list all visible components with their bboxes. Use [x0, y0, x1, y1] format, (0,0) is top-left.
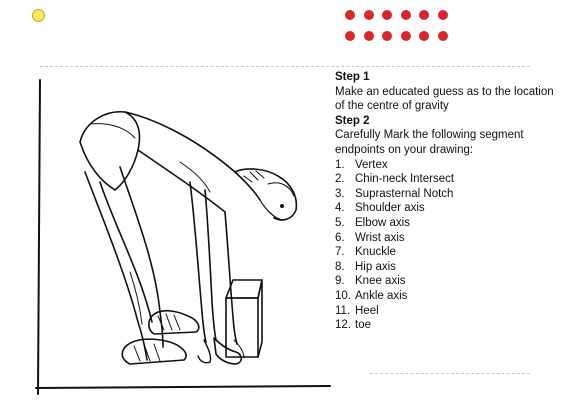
step-1	[335, 70, 565, 114]
list-item-number: 5.	[335, 216, 345, 229]
list-item	[335, 289, 565, 304]
red-dot	[364, 31, 374, 41]
list-item-number: 11.	[335, 304, 351, 317]
red-dot	[438, 31, 448, 41]
list-item	[335, 231, 565, 246]
list-item-number: 12.	[335, 319, 351, 332]
red-dot	[401, 31, 411, 41]
list-item	[335, 201, 565, 216]
list-item	[335, 187, 565, 202]
list-item-label: Elbow axis	[355, 216, 410, 229]
arms-drawing	[190, 182, 237, 344]
bending-person-illustration	[30, 72, 335, 397]
top-dashed-divider	[40, 66, 530, 67]
list-item-number: 1.	[335, 158, 345, 171]
red-dot	[345, 31, 355, 41]
red-dot	[382, 31, 392, 41]
list-item-label: Wrist axis	[355, 231, 405, 244]
x-axis-line	[36, 386, 330, 388]
y-axis-line	[38, 80, 40, 394]
list-item-label: Heel	[355, 304, 379, 317]
step-2	[335, 114, 565, 158]
list-item-label: toe	[355, 319, 371, 332]
shorts-drawing	[80, 112, 139, 190]
list-item-label: Suprasternal Notch	[355, 187, 454, 200]
head-drawing	[235, 169, 296, 220]
list-item	[335, 158, 565, 173]
red-dot	[419, 31, 429, 41]
red-dot	[438, 10, 448, 20]
bottom-dashed-divider	[370, 373, 530, 374]
list-item-number: 9.	[335, 275, 345, 288]
step-1-text: Make an educated guess as to the location of the centre of gravity	[335, 85, 554, 113]
red-dot	[364, 10, 374, 20]
list-item-number: 7.	[335, 246, 345, 259]
list-item-number: 2.	[335, 173, 345, 186]
list-item	[335, 216, 565, 231]
list-item-number: 3.	[335, 187, 345, 200]
step-2-title: Step 2	[335, 114, 370, 127]
list-item-label: Ankle axis	[355, 289, 408, 302]
red-dot	[419, 10, 429, 20]
list-item-label: Shoulder axis	[355, 202, 425, 215]
red-dot	[345, 10, 355, 20]
list-item-number: 6.	[335, 231, 345, 244]
list-item	[335, 304, 565, 319]
list-item	[335, 172, 565, 187]
list-item	[335, 318, 565, 333]
red-dot	[401, 10, 411, 20]
segment-endpoint-list	[335, 158, 565, 333]
list-item-label: Hip axis	[355, 260, 396, 273]
list-item	[335, 274, 565, 289]
list-item-label: Chin-neck Intersect	[355, 173, 455, 186]
list-item-label: Knuckle	[355, 246, 396, 259]
list-item-label: Knee axis	[355, 275, 406, 288]
list-item	[335, 260, 565, 275]
step-1-title: Step 1	[335, 71, 370, 83]
list-item-number: 8.	[335, 260, 345, 273]
list-item-number: 4.	[335, 202, 345, 215]
step-2-text: Carefully Mark the following segment endpoints on your drawing:	[335, 129, 524, 156]
yellow-dot-marker	[32, 9, 45, 22]
list-item-label: Vertex	[355, 158, 388, 171]
list-item-number: 10.	[335, 289, 351, 302]
red-dot	[382, 10, 392, 20]
list-item	[335, 245, 565, 260]
instructions-panel	[335, 70, 565, 333]
